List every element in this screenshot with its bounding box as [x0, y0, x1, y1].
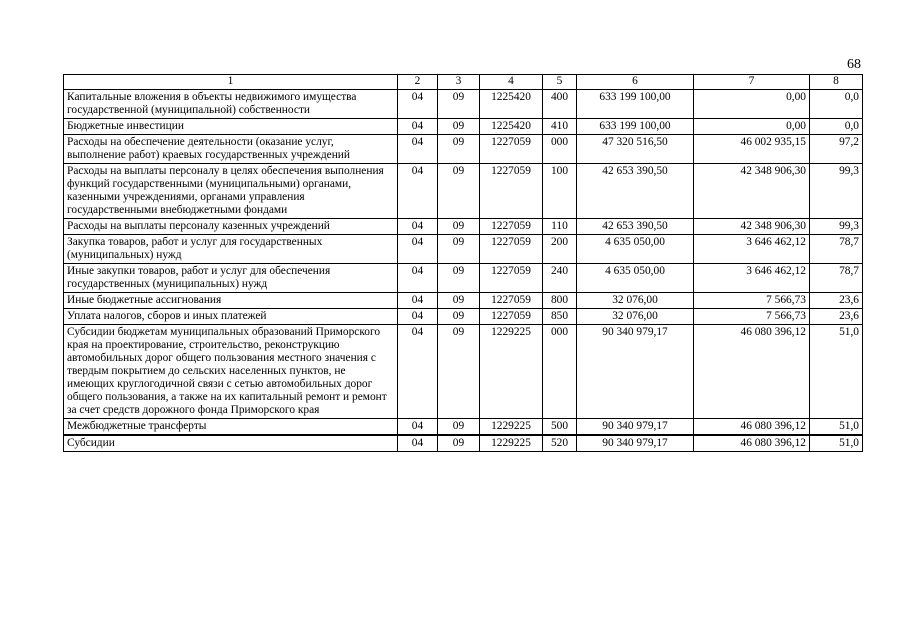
row-percent: 0,0 [810, 119, 863, 135]
table-row [64, 325, 863, 419]
row-actual-amount: 46 080 396,12 [694, 419, 810, 436]
row-subsection: 09 [438, 435, 480, 452]
row-subsection: 09 [438, 293, 480, 309]
table-row [64, 119, 863, 135]
table-row [64, 135, 863, 164]
table-row [64, 419, 863, 436]
row-plan-amount: 4 635 050,00 [577, 235, 694, 264]
row-target-code: 1227059 [480, 235, 543, 264]
table-row [64, 219, 863, 235]
row-subsection: 09 [438, 164, 480, 219]
page-number: 68 [847, 57, 861, 72]
row-percent: 23,6 [810, 309, 863, 325]
col-header-7: 7 [694, 75, 810, 90]
row-plan-amount: 42 653 390,50 [577, 219, 694, 235]
table-row [64, 164, 863, 219]
row-actual-amount: 46 080 396,12 [694, 435, 810, 452]
col-header-6: 6 [577, 75, 694, 90]
row-name: Закупка товаров, работ и услуг для государственных (муниципальных) нужд [64, 235, 398, 264]
row-name: Капитальные вложения в объекты недвижимого имущества государственной (муниципальной) собственности [64, 90, 398, 119]
row-expense-type: 850 [543, 309, 577, 325]
row-section: 04 [398, 419, 438, 436]
row-percent: 78,7 [810, 235, 863, 264]
col-header-8: 8 [810, 75, 863, 90]
row-plan-amount: 42 653 390,50 [577, 164, 694, 219]
row-target-code: 1229225 [480, 435, 543, 452]
row-target-code: 1227059 [480, 135, 543, 164]
table-row [64, 435, 863, 452]
row-expense-type: 410 [543, 119, 577, 135]
row-percent: 51,0 [810, 435, 863, 452]
row-target-code: 1225420 [480, 90, 543, 119]
row-subsection: 09 [438, 135, 480, 164]
row-subsection: 09 [438, 264, 480, 293]
row-name: Субсидии бюджетам муниципальных образований Приморского края на проектирование, строительство, реконструкцию автомобильных дорог общего пользования местного значения с твердым покрытием до сельских населенных пунктов, не имеющих круглогодичной связи с сетью автомобильных дорог общего пользования, а также на их капитальный ремонт и ремонт за счет средств дорожного фонда Приморского края [64, 325, 398, 419]
col-header-2: 2 [398, 75, 438, 90]
row-name: Расходы на выплаты персоналу казенных учреждений [64, 219, 398, 235]
row-actual-amount: 0,00 [694, 90, 810, 119]
row-section: 04 [398, 135, 438, 164]
row-name: Уплата налогов, сборов и иных платежей [64, 309, 398, 325]
row-expense-type: 000 [543, 135, 577, 164]
row-plan-amount: 90 340 979,17 [577, 325, 694, 419]
row-actual-amount: 3 646 462,12 [694, 235, 810, 264]
table-row [64, 293, 863, 309]
row-subsection: 09 [438, 419, 480, 436]
row-section: 04 [398, 264, 438, 293]
row-percent: 78,7 [810, 264, 863, 293]
row-target-code: 1229225 [480, 325, 543, 419]
row-target-code: 1225420 [480, 119, 543, 135]
row-actual-amount: 46 080 396,12 [694, 325, 810, 419]
budget-table [63, 74, 863, 452]
row-section: 04 [398, 90, 438, 119]
row-plan-amount: 633 199 100,00 [577, 90, 694, 119]
row-name: Расходы на выплаты персоналу в целях обеспечения выполнения функций государственными (муниципальными) органами, казенными учреждениями, органами управления государственными внебюджетными фондами [64, 164, 398, 219]
row-plan-amount: 47 320 516,50 [577, 135, 694, 164]
row-plan-amount: 32 076,00 [577, 293, 694, 309]
row-percent: 51,0 [810, 419, 863, 436]
row-name: Субсидии [64, 435, 398, 452]
col-header-5: 5 [543, 75, 577, 90]
row-percent: 0,0 [810, 90, 863, 119]
row-section: 04 [398, 293, 438, 309]
header-row [64, 75, 863, 90]
row-expense-type: 240 [543, 264, 577, 293]
row-section: 04 [398, 119, 438, 135]
row-actual-amount: 0,00 [694, 119, 810, 135]
row-percent: 23,6 [810, 293, 863, 309]
row-actual-amount: 42 348 906,30 [694, 164, 810, 219]
row-section: 04 [398, 235, 438, 264]
col-header-3: 3 [438, 75, 480, 90]
row-plan-amount: 90 340 979,17 [577, 419, 694, 436]
row-name: Бюджетные инвестиции [64, 119, 398, 135]
row-target-code: 1227059 [480, 309, 543, 325]
row-expense-type: 800 [543, 293, 577, 309]
row-subsection: 09 [438, 235, 480, 264]
row-subsection: 09 [438, 90, 480, 119]
row-actual-amount: 3 646 462,12 [694, 264, 810, 293]
row-actual-amount: 46 002 935,15 [694, 135, 810, 164]
row-plan-amount: 90 340 979,17 [577, 435, 694, 452]
row-target-code: 1227059 [480, 164, 543, 219]
row-expense-type: 200 [543, 235, 577, 264]
table-row [64, 264, 863, 293]
row-actual-amount: 42 348 906,30 [694, 219, 810, 235]
row-expense-type: 110 [543, 219, 577, 235]
col-header-1: 1 [64, 75, 398, 90]
row-section: 04 [398, 164, 438, 219]
row-expense-type: 000 [543, 325, 577, 419]
row-name: Межбюджетные трансферты [64, 419, 398, 436]
col-header-4: 4 [480, 75, 543, 90]
row-expense-type: 100 [543, 164, 577, 219]
row-expense-type: 400 [543, 90, 577, 119]
row-target-code: 1229225 [480, 419, 543, 436]
row-section: 04 [398, 309, 438, 325]
row-subsection: 09 [438, 325, 480, 419]
row-percent: 99,3 [810, 164, 863, 219]
table-row [64, 235, 863, 264]
row-subsection: 09 [438, 119, 480, 135]
row-percent: 99,3 [810, 219, 863, 235]
table-row [64, 90, 863, 119]
row-subsection: 09 [438, 219, 480, 235]
table-row [64, 309, 863, 325]
row-name: Иные закупки товаров, работ и услуг для обеспечения государственных (муниципальных) нужд [64, 264, 398, 293]
row-name: Расходы на обеспечение деятельности (оказание услуг, выполнение работ) краевых государственных учреждений [64, 135, 398, 164]
row-expense-type: 500 [543, 419, 577, 436]
row-section: 04 [398, 219, 438, 235]
row-percent: 51,0 [810, 325, 863, 419]
row-section: 04 [398, 435, 438, 452]
row-plan-amount: 32 076,00 [577, 309, 694, 325]
row-actual-amount: 7 566,73 [694, 309, 810, 325]
row-expense-type: 520 [543, 435, 577, 452]
row-target-code: 1227059 [480, 264, 543, 293]
row-section: 04 [398, 325, 438, 419]
row-percent: 97,2 [810, 135, 863, 164]
row-subsection: 09 [438, 309, 480, 325]
row-name: Иные бюджетные ассигнования [64, 293, 398, 309]
row-actual-amount: 7 566,73 [694, 293, 810, 309]
row-target-code: 1227059 [480, 219, 543, 235]
row-plan-amount: 633 199 100,00 [577, 119, 694, 135]
row-target-code: 1227059 [480, 293, 543, 309]
row-plan-amount: 4 635 050,00 [577, 264, 694, 293]
